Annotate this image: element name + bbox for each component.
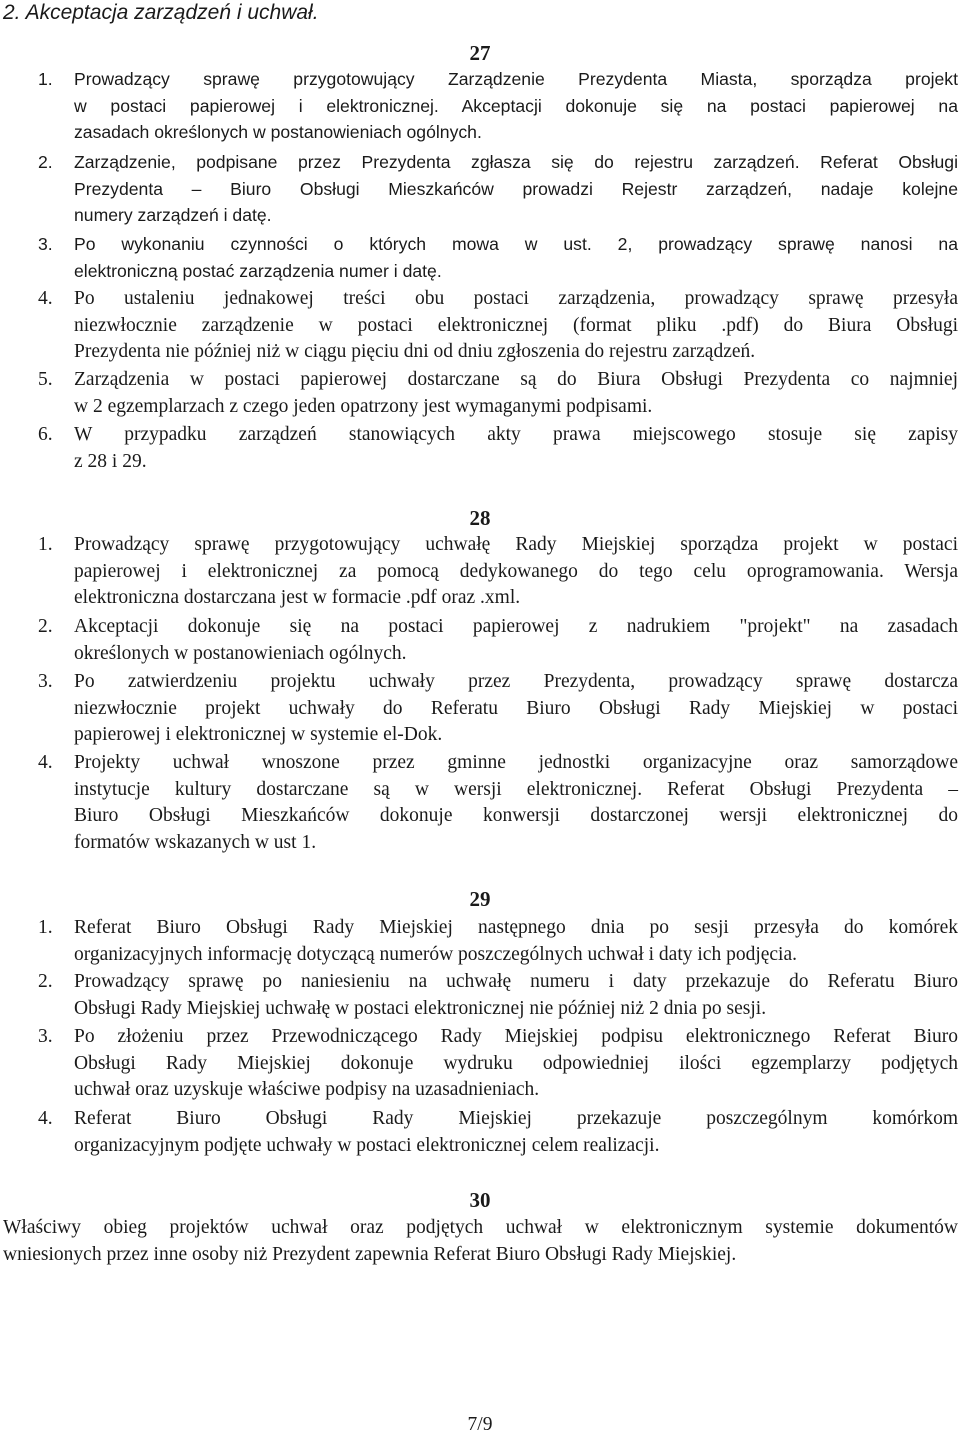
text-line: elektroniczna dostarczana jest w formacie .pdf oraz .xml. [74, 587, 521, 608]
list-item-28-4 [38, 750, 958, 856]
item-number: 4. [38, 1108, 53, 1129]
text-line: Referat Biuro Obsługi Rady Miejskiej przekazuje poszczególnym komórkom [74, 1108, 958, 1129]
text-line: zasadach określonych w postanowieniach ogólnych. [74, 122, 482, 142]
chapter-heading: 2. Akceptacja zarządzeń i uchwał. [3, 1, 319, 24]
text-line: numery zarządzeń i datę. [74, 205, 272, 225]
text-line: Prowadzący sprawę po naniesieniu na uchwałę numeru i daty przekazuje do Referatu Biuro [74, 971, 958, 992]
list-item-27-5 [38, 367, 958, 420]
section-title-28: 28 [469, 506, 491, 530]
text-line: Obsługi Rady Miejskiej uchwałę w postaci elektronicznej nie później niż 2 dnia po sesji. [74, 997, 767, 1019]
text-line: Właściwy obieg projektów uchwał oraz podjętych uchwał w elektronicznym systemie dokumentów [3, 1217, 958, 1238]
list-item-28-3 [38, 669, 958, 749]
text-line: Referat Biuro Obsługi Rady Miejskiej następnego dnia po sesji przesyła do komórek [74, 917, 958, 938]
text-line: elektroniczną postać zarządzenia numer i datę. [74, 260, 442, 281]
text-line: Po wykonaniu czynności o których mowa w ust. 2, prowadzący sprawę nanosi na [74, 234, 958, 254]
item-number: 3. [38, 671, 53, 692]
text-line: W przypadku zarządzeń stanowiących akty prawa miejscowego stosuje się zapisy [74, 424, 958, 445]
text-line: Prowadzący sprawę przygotowujący Zarządzenie Prezydenta Miasta, sporządza projekt [74, 69, 958, 89]
text-line: niezwłocznie projekt uchwały do Referatu Biuro Obsługi Rady Miejskiej w postaci [74, 697, 958, 719]
item-number: 6. [38, 424, 53, 445]
text-line: wniesionych przez inne osoby niż Prezydent zapewnia Referat Biuro Obsługi Rady Miejskiej. [3, 1243, 737, 1265]
list-item-27-1 [38, 66, 958, 146]
section-30-paragraph [3, 1215, 958, 1268]
text-line: papierowej i elektronicznej za pomocą dedykowanego do tego celu oprogramowania. Wersja [74, 560, 958, 582]
text-line: Po ustaleniu jednakowej treści obu postaci zarządzenia, prowadzący sprawę przesyła [74, 288, 958, 309]
text-line: organizacyjnym podjęte uchwały w postaci elektronicznej celem realizacji. [74, 1134, 660, 1156]
item-number: 4. [38, 288, 53, 309]
list-item-27-4 [38, 286, 958, 366]
text-line: Prezydenta – Biuro Obsługi Mieszkańców prowadzi Rejestr zarządzeń, nadaje kolejne [74, 178, 958, 199]
list-item-29-3 [38, 1024, 958, 1104]
list-item-29-2 [38, 969, 958, 1022]
item-number: 2. [38, 616, 53, 637]
list-item-27-6 [38, 422, 958, 475]
text-line: Zarządzenia w postaci papierowej dostarczane są do Biura Obsługi Prezydenta co najmniej [74, 369, 958, 390]
text-line: w 2 egzemplarzach z czego jeden opatrzony jest wymaganymi podpisami. [74, 395, 653, 417]
text-line: Prowadzący sprawę przygotowujący uchwałę Rady Miejskiej sporządza projekt w postaci [74, 534, 958, 555]
text-line: instytucje kultury dostarczane są w wersji elektronicznej. Referat Obsługi Prezydenta – [74, 778, 958, 800]
text-line: formatów wskazanych w ust 1. [74, 831, 317, 853]
text-line: Obsługi Rady Miejskiej dokonuje wydruku odpowiedniej ilości egzemplarzy podjętych [74, 1052, 958, 1074]
list-item-28-1 [38, 532, 958, 612]
text-line: papierowej i elektronicznej w systemie el-Dok. [74, 724, 443, 745]
item-number: 5. [38, 369, 53, 390]
text-line: niezwłocznie zarządzenie w postaci elektronicznej (format pliku .pdf) do Biura Obsługi [74, 314, 958, 336]
section-title-29: 29 [469, 887, 491, 911]
item-number: 4. [38, 752, 53, 773]
section-title-30: 30 [469, 1188, 491, 1212]
item-number: 2. [38, 971, 53, 992]
text-line: Zarządzenie, podpisane przez Prezydenta zgłasza się do rejestru zarządzeń. Referat Obsługi [74, 152, 958, 172]
text-line: uchwał oraz uzyskuje właściwe podpisy na uzasadnieniach. [74, 1079, 540, 1100]
text-line: określonych w postanowieniach ogólnych. [74, 642, 407, 664]
text-line: Po złożeniu przez Przewodniczącego Rady Miejskiej podpisu elektronicznego Referat Biuro [74, 1026, 958, 1047]
text-line: Akceptacji dokonuje się na postaci papierowej z nadrukiem "projekt" na zasadach [74, 616, 958, 637]
list-item-27-2 [38, 149, 958, 229]
text-line: z 28 i 29. [74, 450, 147, 472]
item-number: 2. [38, 152, 53, 172]
list-item-28-2 [38, 614, 958, 667]
list-item-29-4 [38, 1106, 958, 1159]
text-line: Projekty uchwał wnoszone przez gminne jednostki organizacyjne oraz samorządowe [74, 752, 958, 773]
list-item-29-1 [38, 915, 958, 968]
item-number: 1. [38, 534, 53, 555]
text-line: w postaci papierowej i elektronicznej. Akceptacji dokonuje się na postaci papierowej na [74, 95, 958, 116]
item-number: 3. [38, 1026, 53, 1047]
list-item-27-3 [38, 231, 958, 284]
text-line: organizacyjnych informację dotyczącą numerów poszczególnych uchwał i daty ich podjęcia. [74, 943, 798, 965]
text-line: Biuro Obsługi Mieszkańców dokonuje konwersji dostarczonej wersji elektronicznej do [74, 805, 958, 826]
page-number: 7/9 [467, 1414, 493, 1435]
section-title-27: 27 [469, 41, 491, 65]
text-line: Prezydenta nie później niż w ciągu pięciu dni od dniu zgłoszenia do rejestru zarządzeń. [74, 341, 756, 362]
item-number: 1. [38, 917, 53, 938]
item-number: 1. [38, 69, 53, 89]
item-number: 3. [38, 234, 53, 254]
text-line: Po zatwierdzeniu projektu uchwały przez Prezydenta, prowadzący sprawę dostarcza [74, 671, 958, 692]
